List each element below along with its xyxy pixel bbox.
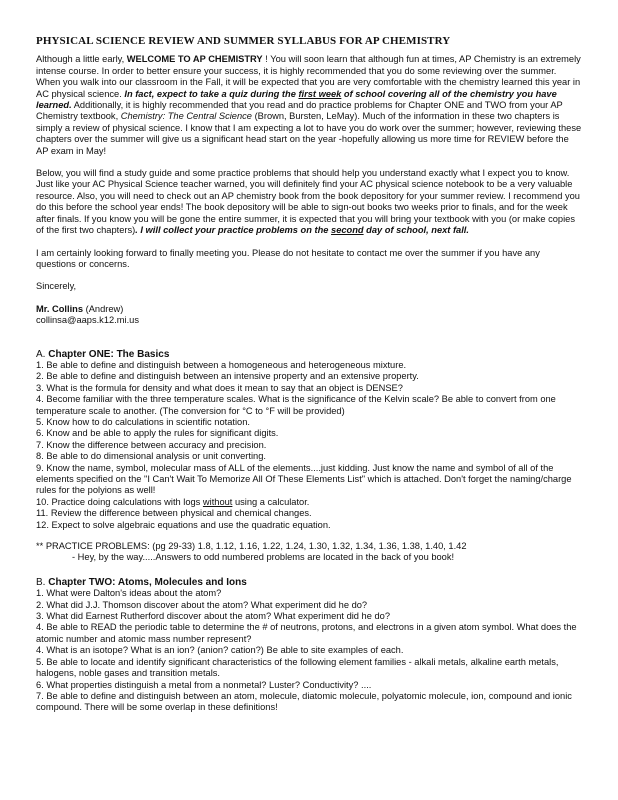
intro-paragraph-3: I am certainly looking forward to finally meeting you. Please do not hesitate to contact me over the summer if you have any questions or concerns. (36, 247, 540, 269)
closing: Sincerely, (36, 281, 77, 292)
quiz-notice-text: of school covering all of the chemistry you have learned. (36, 88, 557, 111)
intro-paragraph-2 (36, 168, 582, 236)
collect-notice (135, 225, 469, 235)
list-item: 3. What is the formula for density and what does it mean to say that an object is DENSE? (36, 382, 403, 393)
list-item: 8. Be able to do dimensional analysis or unit converting. (36, 451, 266, 462)
list-item: 5. Be able to locate and identify significant characteristics of the following element families - alkali metals, alkaline earth metals, halogens, noble gases and transition metals. (36, 656, 559, 679)
teacher-name: Mr. Collins (36, 303, 84, 314)
second-emphasis: second (331, 225, 364, 236)
section-letter: A. (36, 348, 49, 360)
section-title: Chapter ONE: The Basics (48, 348, 170, 360)
practice-note: - Hey, by the way.....Answers to odd numbered problems are located in the back of you book! (72, 552, 455, 563)
section-letter: B. (36, 576, 49, 588)
without-emphasis: without (202, 496, 233, 507)
list-item: 4. Be able to READ the periodic table to determine the # of neutrons, protons, and electrons in a given atom symbol. What does the atomic number and atomic mass number represent? (36, 622, 577, 644)
practice-problems: ** PRACTICE PROBLEMS: (pg 29-33) 1.8, 1.12, 1.16, 1.22, 1.24, 1.30, 1.32, 1.34, 1.36, 1.38, 1.40, 1.42 (36, 541, 467, 552)
list-item: 1. Be able to define and distinguish between a homogeneous and heterogeneous mixture. (36, 359, 407, 370)
list-item: 7. Be able to define and distinguish between an atom, molecule, diatomic molecule, polyatomic molecule, ion, compound and ionic compound. There will be some overlap in these definitions! (36, 690, 572, 713)
list-item: 1. What were Dalton's ideas about the atom? (36, 588, 222, 599)
list-item: 12. Expect to solve algebraic equations and use the quadratic equation. (36, 519, 331, 530)
page-title: PHYSICAL SCIENCE REVIEW AND SUMMER SYLLABUS FOR AP CHEMISTRY (36, 35, 451, 47)
list-item: 6. What properties distinguish a metal from a nonmetal? Luster? Conductivity? .... (36, 679, 372, 690)
chapter-one-list (36, 360, 582, 531)
list-item: 3. What did Earnest Rutherford discover about the atom? What experiment did he do? (36, 611, 390, 622)
collect-notice-text: . I will collect your practice problems on the (135, 225, 332, 236)
list-item (36, 497, 582, 508)
quiz-notice-text: In fact, expect to take a quiz during the (124, 88, 299, 99)
intro-paragraph-1 (36, 54, 582, 157)
intro-text: (Brown, Bursten, LeMay). Much of the information in these two chapters is simply a review of physical science. I know that I am expecting a lot to have you do work over the summer; however, reviewing these chapters over the summer will give us a significant head start on the year -hopefully allowing us more time for REVIEW before the AP exam in May! (36, 111, 582, 156)
intro-text: Below, you will find a study guide and some practice problems that should help you understand exactly what I expect you to know. Just like your AC Physical Science teacher warned, you will definitely find your AC physical science notebook to be a very valuable resource. Also, you will need to check out an AP chemistry book from the book depository for your summer review. I recommend you do this before the school year ends! The book depository will be able to sign-out books two weeks prior to finals, and for the week after finals. If you know you will be gone the entire summer, it is expected that you will bring your textbook with you (or make copies of the first two chapters) (36, 168, 580, 236)
chapter-one-heading (36, 349, 582, 360)
first-week-emphasis: first week (298, 88, 342, 99)
chapter-two-heading (36, 577, 582, 588)
list-item: 5. Know how to do calculations in scientific notation. (36, 416, 250, 427)
list-item: 7. Know the difference between accuracy and precision. (36, 439, 267, 450)
list-item: 2. What did J.J. Thomson discover about the atom? What experiment did he do? (36, 599, 368, 610)
list-item: 4. Become familiar with the three temperature scales. What is the significance of the Kelvin scale? Be able to convert from one temperature scale to another. (The conversion for °C to °F will be provided) (36, 394, 556, 416)
welcome-heading: WELCOME TO AP CHEMISTRY (126, 54, 263, 65)
teacher-nickname: (Andrew) (83, 303, 124, 314)
collect-notice-text: day of school, next fall. (363, 225, 469, 236)
list-item-text: using a calculator. (232, 496, 310, 507)
list-item: 6. Know and be able to apply the rules for significant digits. (36, 428, 279, 439)
list-item: 11. Review the difference between physical and chemical changes. (36, 508, 312, 519)
section-title: Chapter TWO: Atoms, Molecules and Ions (48, 576, 247, 588)
textbook-title: Chemistry: The Central Science (120, 111, 252, 122)
list-item: 9. Know the name, symbol, molecular mass of ALL of the elements....just kidding. Just know the name and symbol of all of the elements specified on the "I Can't Wait To Memorize All Of These Elements List" which is attached. Don't forget the naming/charge rules for the polyions as well! (36, 462, 572, 496)
intro-text: Although a little early, (36, 54, 127, 65)
list-item-text: 10. Practice doing calculations with logs (36, 496, 203, 507)
list-item: 4. What is an isotope? What is an ion? (anion? cation?) Be able to site examples of each. (36, 645, 404, 656)
intro-text: ! You will soon learn that although fun at times, AP Chemistry is an extremely intense course. In order to better ensure your success, it is highly recommended that you do some reviewing over the summer. When you walk into our classroom in the Fall, it will be expected that you are very comfortable with the chemistry learned this year in AC physical science. (36, 54, 581, 99)
chapter-two-list (36, 588, 582, 713)
list-item: 2. Be able to define and distinguish between an intensive property and an extensive property. (36, 371, 419, 382)
intro-text: Additionally, it is highly recommended that you read and do practice problems for Chapter ONE and TWO from your AP Chemistry textbook, (36, 100, 563, 122)
signature-email: collinsa@aaps.k12.mi.us (36, 315, 139, 326)
signature-name (36, 304, 582, 315)
